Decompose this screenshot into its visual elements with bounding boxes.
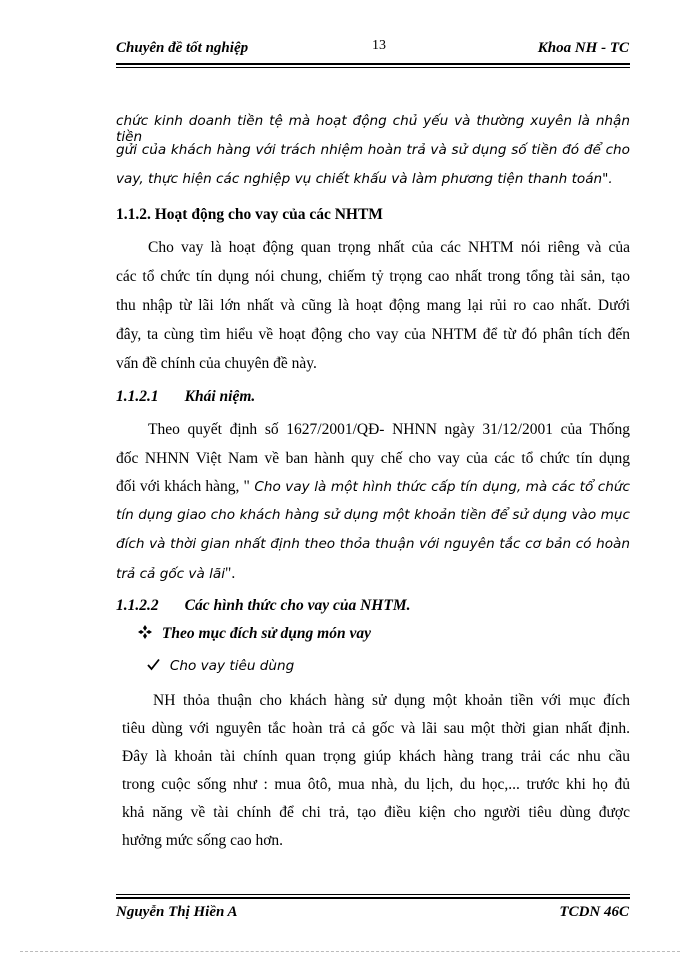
quote-line: đích và thời gian nhất định theo thỏa thuận với nguyên tắc cơ bản có hoàn — [116, 536, 630, 552]
paragraph-line: Theo quyết định số 1627/2001/QĐ- NHNN ngày 31/12/2001 của Thống — [148, 421, 630, 438]
four-diamond-bullet-icon — [138, 625, 152, 643]
intro-line: vay, thực hiện các nghiệp vụ chiết khấu và làm phương tiện thanh toán". — [116, 171, 613, 187]
section-heading-1-1-2-1 — [116, 388, 630, 406]
paragraph-line: khả năng về tài chính để chi trả, tạo điều kiện cho người tiêu dùng được — [122, 804, 630, 821]
check-item-text: Cho vay tiêu dùng — [169, 658, 295, 674]
quote-italic: trả cả gốc và lãi — [116, 566, 226, 582]
text-normal: ". — [225, 565, 236, 582]
section-title: Khái niệm. — [184, 388, 256, 405]
paragraph-line: hưởng mức sống cao hơn. — [122, 832, 284, 849]
bullet-heading-text: Theo mục đích sử dụng món vay — [161, 625, 371, 642]
paragraph-line-mixed — [116, 478, 630, 496]
page-number: 13 — [372, 38, 386, 53]
text-normal: đối với khách hàng, " — [116, 478, 250, 495]
footer-divider — [116, 897, 630, 899]
section-heading-1-1-2-2 — [116, 597, 630, 615]
intro-line: chức kinh doanh tiền tệ mà hoạt động chủ yếu và thường xuyên là nhận tiền — [116, 113, 630, 145]
intro-line: gửi của khách hàng với trách nhiệm hoàn trả và sử dụng số tiền đó để cho — [116, 142, 630, 158]
header-divider — [116, 63, 630, 65]
paragraph-line: Cho vay là hoạt động quan trọng nhất của các NHTM nói riêng và của — [148, 239, 630, 256]
footer-class: TCDN 46C — [559, 904, 629, 920]
header-divider-thin — [116, 67, 630, 68]
paragraph-line: trong cuộc sống như : mua ôtô, mua nhà, du lịch, du học,... trước khi họ đủ — [122, 776, 630, 793]
check-mark-icon — [147, 657, 160, 675]
footer-divider-thin — [116, 894, 630, 895]
quote-line-last — [116, 565, 630, 583]
header-title-right: Khoa NH - TC — [537, 40, 629, 56]
check-list-item — [147, 657, 661, 675]
bullet-heading — [138, 625, 652, 643]
header-title-left: Chuyên đề tốt nghiệp — [116, 40, 249, 56]
section-number: 1.1.2.2 — [116, 597, 159, 614]
section-number: 1.1.2.1 — [116, 388, 159, 405]
footer-author: Nguyễn Thị Hiền A — [116, 904, 238, 920]
paragraph-line: Đây là khoản tài chính quan trọng giúp khách hàng trang trải các nhu cầu — [122, 748, 630, 765]
paragraph-line: NH thỏa thuận cho khách hàng sử dụng một khoản tiền với mục đích — [153, 692, 630, 709]
quote-line: tín dụng giao cho khách hàng sử dụng một khoản tiền để sử dụng vào mục — [116, 507, 630, 523]
paragraph-line: tiêu dùng với nguyên tắc hoàn trả cả gốc và lãi sau một thời gian nhất định. — [122, 720, 630, 737]
paragraph-line: đốc NHNN Việt Nam về ban hành quy chế cho vay của các tổ chức tín dụng — [116, 450, 630, 467]
quote-italic: Cho vay là một hình thức cấp tín dụng, mà các tổ chức — [249, 479, 630, 495]
paragraph-line: các tổ chức tín dụng nói chung, chiếm tỷ trọng cao nhất trong tổng tài sản, tạo — [116, 268, 630, 285]
paragraph-line: vấn đề chính của chuyên đề này. — [116, 355, 317, 372]
page-bottom-border — [20, 951, 680, 952]
paragraph-line: đây, ta cùng tìm hiểu về hoạt động cho vay của NHTM để từ đó phân tích đến — [116, 326, 630, 343]
section-heading-1-1-2: 1.1.2. Hoạt động cho vay của các NHTM — [116, 206, 383, 223]
paragraph-line: thu nhập từ lãi lớn nhất và cũng là hoạt động mang lại rủi ro cao nhất. Dưới — [116, 297, 630, 314]
section-title: Các hình thức cho vay của NHTM. — [184, 597, 411, 614]
